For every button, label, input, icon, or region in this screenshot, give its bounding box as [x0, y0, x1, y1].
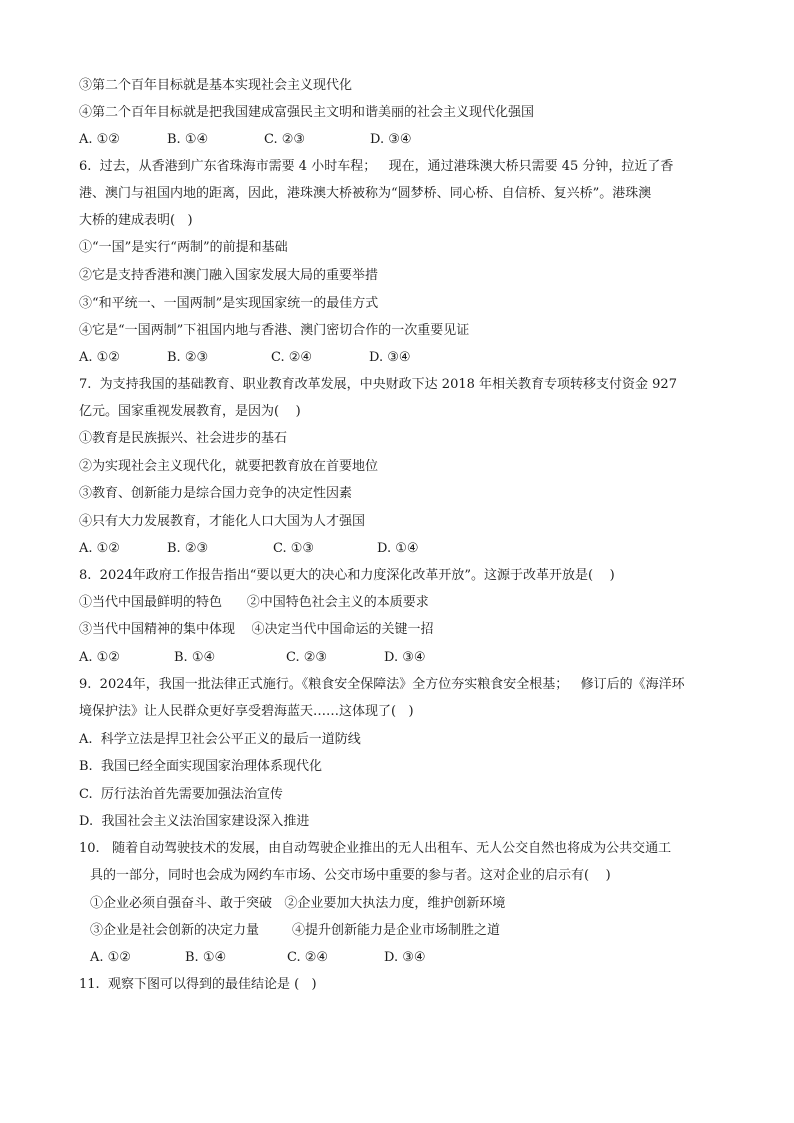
q7-option-a: A. ①② [79, 541, 120, 556]
q8-option-d: D. ③④ [384, 650, 426, 665]
q5-option-d: D. ③④ [370, 132, 412, 147]
q6-option-c: C. ②④ [271, 350, 313, 365]
q9-option-c: C. 厉行法治首先需要加强法治宣传 [79, 787, 283, 802]
q8-options [79, 650, 679, 666]
q10-option-a: A. ①② [90, 950, 131, 965]
q7-stem-line-1: 7. 为支持我国的基础教育、职业教育改革发展，中央财政下达 2018 年相关教育专项转移支付资金 927 [79, 377, 677, 392]
q5-statement-3: ③第二个百年目标就是基本实现社会主义现代化 [79, 78, 353, 93]
q5-option-a: A. ①② [79, 132, 120, 147]
q7-option-d: D. ①④ [377, 541, 419, 556]
q9-stem-line-1: 9. 2024年，我国一批法律正式施行。《粮食安全保障法》全方位夯实粮食安全根基； 修订后的《海洋环 [79, 677, 685, 692]
q9-option-d: D. 我国社会主义法治国家建设深入推进 [79, 814, 310, 829]
q6-stem-line-2: 港、澳门与祖国内地的距离，因此，港珠澳大桥被称为“圆梦桥、同心桥、自信桥、复兴桥”。港珠澳 [79, 186, 652, 201]
q6-option-a: A. ①② [79, 350, 120, 365]
q6-statement-4: ④它是“一国两制”下祖国内地与香港、澳门密切合作的一次重要见证 [79, 323, 470, 338]
q6-stem-line-1: 6. 过去，从香港到广东省珠海市需要 4 小时车程； 现在，通过港珠澳大桥只需要 45 分钟，拉近了香 [79, 159, 674, 174]
q10-option-b: B. ①④ [185, 950, 227, 965]
q6-stem-line-3: 大桥的建成表明( ) [79, 213, 193, 228]
q10-options [90, 950, 690, 966]
q7-options [79, 541, 679, 557]
q7-option-b: B. ②③ [167, 541, 209, 556]
q8-option-c: C. ②③ [286, 650, 328, 665]
q7-statement-2: ②为实现社会主义现代化，就要把教育放在首要地位 [79, 459, 379, 474]
q6-statement-2: ②它是支持香港和澳门融入国家发展大局的重要举措 [79, 268, 379, 283]
q10-statements-3-4: ③企业是社会创新的决定力量 ④提升创新能力是企业市场制胜之道 [90, 923, 501, 938]
q7-stem-line-2: 亿元。国家重视发展教育，是因为( ) [79, 404, 301, 419]
q5-options [79, 132, 679, 148]
q8-stem-line-1: 8. 2024年政府工作报告指出“要以更大的决心和力度深化改革开放”。这源于改革开放是( ) [79, 568, 615, 583]
q10-stem-line-1: 10. 随着自动驾驶技术的发展，由自动驾驶企业推出的无人出租车、无人公交自然也将成为公共交通工 [79, 841, 672, 856]
q8-statements-1-2: ①当代中国最鲜明的特色 ②中国特色社会主义的本质要求 [79, 595, 429, 610]
q10-option-d: D. ③④ [384, 950, 426, 965]
q6-options [79, 350, 679, 366]
q11-stem-line-1: 11. 观察下图可以得到的最佳结论是 ( ) [79, 977, 317, 992]
q7-statement-1: ①教育是民族振兴、社会进步的基石 [79, 431, 288, 446]
q7-option-c: C. ①③ [273, 541, 315, 556]
q8-option-b: B. ①④ [174, 650, 216, 665]
q7-statement-3: ③教育、创新能力是综合国力竞争的决定性因素 [79, 486, 353, 501]
q9-option-b: B. 我国已经全面实现国家治理体系现代化 [79, 759, 322, 774]
q9-stem-line-2: 境保护法》让人民群众更好享受碧海蓝天……这体现了( ) [79, 704, 414, 719]
q6-option-b: B. ②③ [167, 350, 209, 365]
q5-statement-4: ④第二个百年目标就是把我国建成富强民主文明和谐美丽的社会主义现代化强国 [79, 105, 535, 120]
q8-statements-3-4: ③当代中国精神的集中体现 ④决定当代中国命运的关键一招 [79, 622, 434, 637]
q6-statement-3: ③“和平统一、一国两制”是实现国家统一的最佳方式 [79, 296, 379, 311]
q10-stem-line-2: 具的一部分，同时也会成为网约车市场、公交市场中重要的参与者。这对企业的启示有( ) [90, 868, 611, 883]
q5-option-b: B. ①④ [167, 132, 209, 147]
q7-statement-4: ④只有大力发展教育，才能化人口大国为人才强国 [79, 514, 366, 529]
q8-option-a: A. ①② [79, 650, 120, 665]
q6-statement-1: ①“一国”是实行“两制”的前提和基础 [79, 240, 288, 255]
q10-statements-1-2: ①企业必须自强奋斗、敢于突破 ②企业要加大执法力度，维护创新环境 [90, 896, 506, 911]
q10-option-c: C. ②④ [287, 950, 329, 965]
q6-option-d: D. ③④ [369, 350, 411, 365]
q9-option-a: A. 科学立法是捍卫社会公平正义的最后一道防线 [79, 732, 361, 747]
q5-option-c: C. ②③ [264, 132, 306, 147]
